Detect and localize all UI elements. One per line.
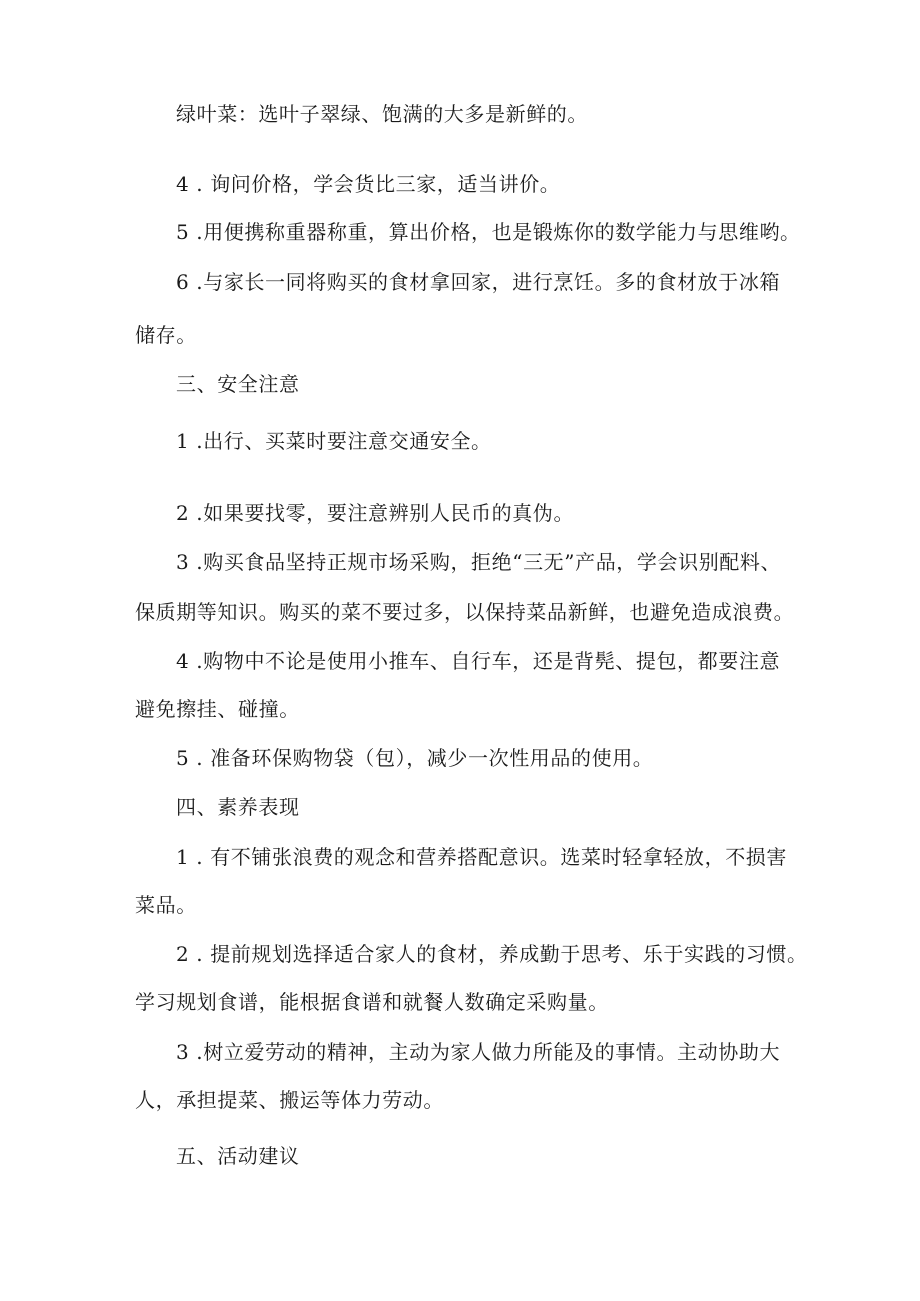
text-line-step-6-cont: 储存。 — [135, 323, 197, 347]
text-line-safety-2: 2 .如果要找零，要注意辨别人民币的真伪。 — [176, 501, 575, 525]
text-line-literacy-1: 1 . 有不铺张浪费的观念和营养搭配意识。选菜时轻拿轻放，不损害 — [176, 845, 787, 869]
text-line-green-vegetables: 绿叶菜：选叶子翠绿、饱满的大多是新鲜的。 — [176, 102, 588, 126]
text-line-step-4: 4 . 询问价格，学会货比三家，适当讲价。 — [176, 172, 561, 196]
text-line-literacy-1-cont: 菜品。 — [135, 893, 197, 917]
text-line-literacy-3: 3 .树立爱劳动的精神，主动为家人做力所能及的事情。主动协助大 — [176, 1040, 781, 1064]
text-line-literacy-3-cont: 人，承担提菜、搬运等体力劳动。 — [135, 1088, 444, 1112]
section-heading-suggestions: 五、活动建议 — [176, 1144, 300, 1168]
text-line-safety-1: 1 .出行、买菜时要注意交通安全。 — [176, 429, 492, 453]
text-line-step-6: 6 .与家长一同将购买的食材拿回家，进行烹饪。多的食材放于冰箱 — [176, 270, 781, 294]
section-heading-literacy: 四、素养表现 — [176, 795, 300, 819]
text-line-safety-5: 5 . 准备环保购物袋（包），减少一次性用品的使用。 — [176, 746, 654, 770]
text-line-step-5: 5 .用便携称重器称重，算出价格，也是锻炼你的数学能力与思维哟。 — [176, 220, 801, 244]
text-line-safety-3-cont: 保质期等知识。购买的菜不要过多，以保持菜品新鲜，也避免造成浪费。 — [135, 600, 795, 624]
text-line-safety-3: 3 .购买食品坚持正规市场采购，拒绝“三无”产品，学会识别配料、 — [176, 550, 782, 574]
text-line-safety-4: 4 .购物中不论是使用小推车、自行车，还是背髡、提包，都要注意 — [176, 649, 781, 673]
text-line-literacy-2: 2 . 提前规划选择适合家人的食材，养成勤于思考、乐于实践的习惯。 — [176, 942, 808, 966]
section-heading-safety: 三、安全注意 — [176, 372, 300, 396]
text-line-safety-4-cont: 避免擦挂、碰撞。 — [135, 697, 300, 721]
text-line-literacy-2-cont: 学习规划食谱，能根据食谱和就餐人数确定采购量。 — [135, 990, 609, 1014]
